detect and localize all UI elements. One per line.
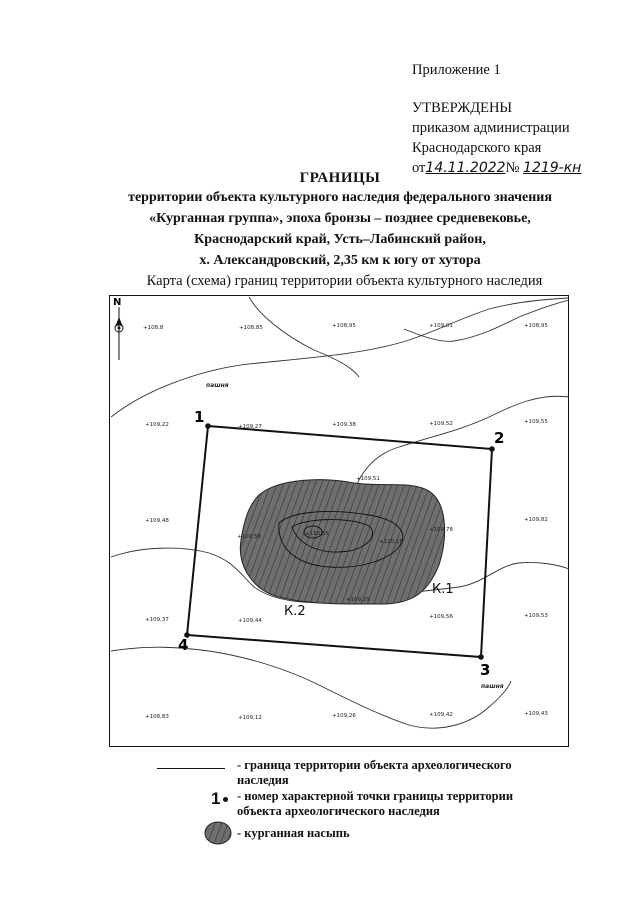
elevation-label: +108,8 [143,325,164,331]
elevation-label: +109,27 [238,424,262,430]
legend-line: наследия [237,773,289,787]
approval-line-2: Краснодарского края [412,140,542,156]
point-symbol-number: 1 [211,789,221,808]
boundary-label-4: 4 [178,636,189,654]
north-letter: N [113,297,122,308]
elevation-label: +108,83 [145,714,169,720]
boundary-label-1: 1 [194,408,205,426]
elevation-label: +109,52 [429,421,453,427]
approval-line-1: приказом администрации [412,120,570,136]
title-line-4: х. Александровский, 2,35 км к югу от хутора [199,253,481,268]
point-dot-icon [223,797,228,802]
mound-label-k2: К.2 [284,604,306,619]
map-caption: Карта (схема) границ территории объекта культурного наследия [146,273,543,289]
field-label: пашня [206,382,229,389]
appendix-label: Приложение 1 [412,62,501,78]
boundary-line-symbol [157,768,225,769]
mound-symbol-icon [203,820,235,846]
elevation-label: +109,01 [429,323,453,329]
title-line-3: Краснодарский край, Усть–Лабинский район, [194,232,486,247]
elevation-label: +109,37 [145,617,169,623]
legend-line: - номер характерной точки границы территории [237,789,514,803]
mound-label-k1: К.1 [432,582,454,597]
elevation-label: +109,43 [524,711,548,717]
elevation-label: +108,95 [524,323,548,329]
elevation-label: +109,48 [145,518,169,524]
legend-boundary-text [237,758,512,788]
approval-heading: УТВЕРЖДЕНЫ [412,100,513,116]
elevation-label: +109,78 [429,527,453,533]
elevation-label: +109,56 [429,614,453,620]
elevation-label: +108,85 [239,325,263,331]
elevation-label: +109,38 [332,422,356,428]
title-line-2: «Курганная группа», эпоха бронзы – позднее средневековье, [149,211,531,226]
elevation-label: +110,18 [379,539,403,545]
point-number-symbol [211,789,228,809]
legend-point-text [237,789,513,819]
elevation-label: +109,53 [524,613,548,619]
elevation-label: +109,58 [237,534,261,540]
elevation-label: +109,26 [332,713,356,719]
elevation-label: +109,44 [238,618,262,624]
approval-from-prefix: от [412,160,426,176]
legend-line: - граница территории объекта археологического [237,758,512,772]
legend-line: объекта археологического наследия [237,804,440,818]
boundary-label-2: 2 [494,429,505,447]
document-title: ГРАНИЦЫ [299,170,381,186]
handwritten-number: 1219-кн [523,160,582,176]
handwritten-date: 14.11.2022 [425,160,506,176]
boundary-label-3: 3 [480,661,491,679]
elevation-label: +108,95 [332,323,356,329]
elevation-label: +110,55 [305,531,329,537]
elevation-label: +109,22 [145,422,169,428]
elevation-label: +109,82 [524,517,548,523]
field-label: пашня [481,683,504,690]
elevation-label: +109,51 [356,476,380,482]
elevation-label: +109,12 [238,715,262,721]
elevation-label: +109,42 [429,712,453,718]
elevation-label: +109,29 [346,597,370,603]
legend-mound-text: - курганная насыпь [237,826,350,840]
number-sign: № [505,160,520,176]
title-line-1: территории объекта культурного наследия федерального значения [128,190,552,205]
elevation-label: +109,55 [524,419,548,425]
